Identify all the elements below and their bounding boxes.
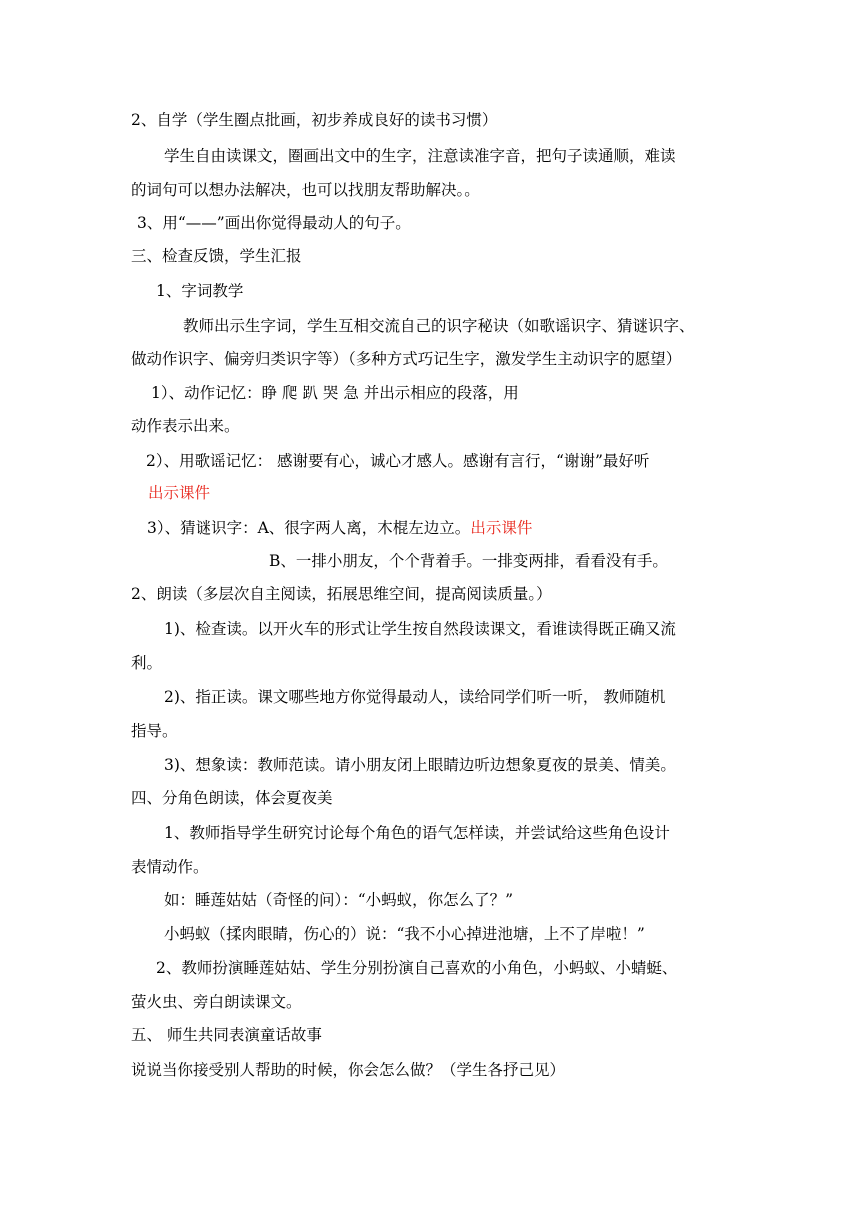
paragraph-line: 教师出示生字词，学生互相交流自己的识字秘诀（如歌谣识字、猜谜识字、	[183, 317, 695, 335]
riddle-b-text: B、一排小朋友，个个背着手。一排变两排，看看没有手。	[269, 552, 668, 570]
riddle-line	[147, 518, 532, 538]
step-2-self-study: 2、自学（学生圈点批画，初步养成良好的读书习惯）	[131, 111, 498, 129]
subheading-vocab: 1、字词教学	[156, 282, 244, 300]
paragraph-line: 3)、想象读：教师范读。请小朋友闭上眼睛边听边想象夏夜的景美、情美。	[164, 756, 676, 774]
paragraph-line: 2)、指正读。课文哪些地方你觉得最动人，读给同学们听一听， 教师随机	[164, 688, 666, 706]
section-heading-4: 四、分角色朗读，体会夏夜美	[131, 789, 333, 807]
paragraph-line: 的词句可以想办法解决，也可以找朋友帮助解决。。	[131, 181, 480, 199]
paragraph-line: 学生自由读课文，圈画出文中的生字，注意读准字音，把句子读通顺，难读	[164, 147, 676, 165]
section-heading-5: 五、 师生共同表演童话故事	[131, 1026, 322, 1044]
step-2-reading: 2、朗读（多层次自主阅读，拓展思维空间，提高阅读质量。）	[131, 585, 552, 603]
paragraph-line: 2）、用歌谣记忆： 感谢要有心，诚心才感人。感谢有言行，“谢谢”最好听	[146, 452, 650, 470]
step-3-underline: 3、用“——”画出你觉得最动人的句子。	[137, 214, 411, 232]
dialogue-line: 小蚂蚁（揉肉眼睛，伤心的）说：“我不小心掉进池塘，上不了岸啦！”	[164, 925, 645, 943]
paragraph-line: 萤火虫、旁白朗读课文。	[131, 993, 302, 1011]
closing-question: 说说当你接受别人帮助的时候，你会怎么做？（学生各抒己见）	[131, 1061, 566, 1079]
show-courseware-note: 出示课件	[470, 519, 533, 537]
riddle-a-text: 3）、猜谜识字：A、很字两人离，木棍左边立。	[147, 519, 471, 537]
paragraph-line: 2、教师扮演睡莲姑姑、学生分别扮演自己喜欢的小角色，小蚂蚁、小蜻蜓、	[156, 959, 678, 977]
paragraph-line: 动作表示出来。	[131, 417, 240, 435]
show-courseware-note: 出示课件	[148, 484, 211, 502]
paragraph-line: 表情动作。	[131, 858, 209, 876]
paragraph-line: 1)、检查读。以开火车的形式让学生按自然段读课文，看谁读得既正确又流	[164, 620, 676, 638]
dialogue-line: 如：睡莲姑姑（奇怪的问）：“小蚂蚁，你怎么了？”	[164, 891, 514, 909]
paragraph-line: 指导。	[131, 722, 178, 740]
paragraph-line: 1、教师指导学生研究讨论每个角色的语气怎样读，并尝试给这些角色设计	[164, 824, 670, 842]
paragraph-line: 利。	[131, 654, 163, 672]
section-heading-3: 三、检查反馈，学生汇报	[131, 247, 302, 265]
paragraph-line: 做动作识字、偏旁归类识字等）（多种方式巧记生字，激发学生主动识字的愿望）	[131, 350, 682, 368]
paragraph-line: 1）、动作记忆：睁 爬 趴 哭 急 并出示相应的段落，用	[151, 384, 519, 402]
